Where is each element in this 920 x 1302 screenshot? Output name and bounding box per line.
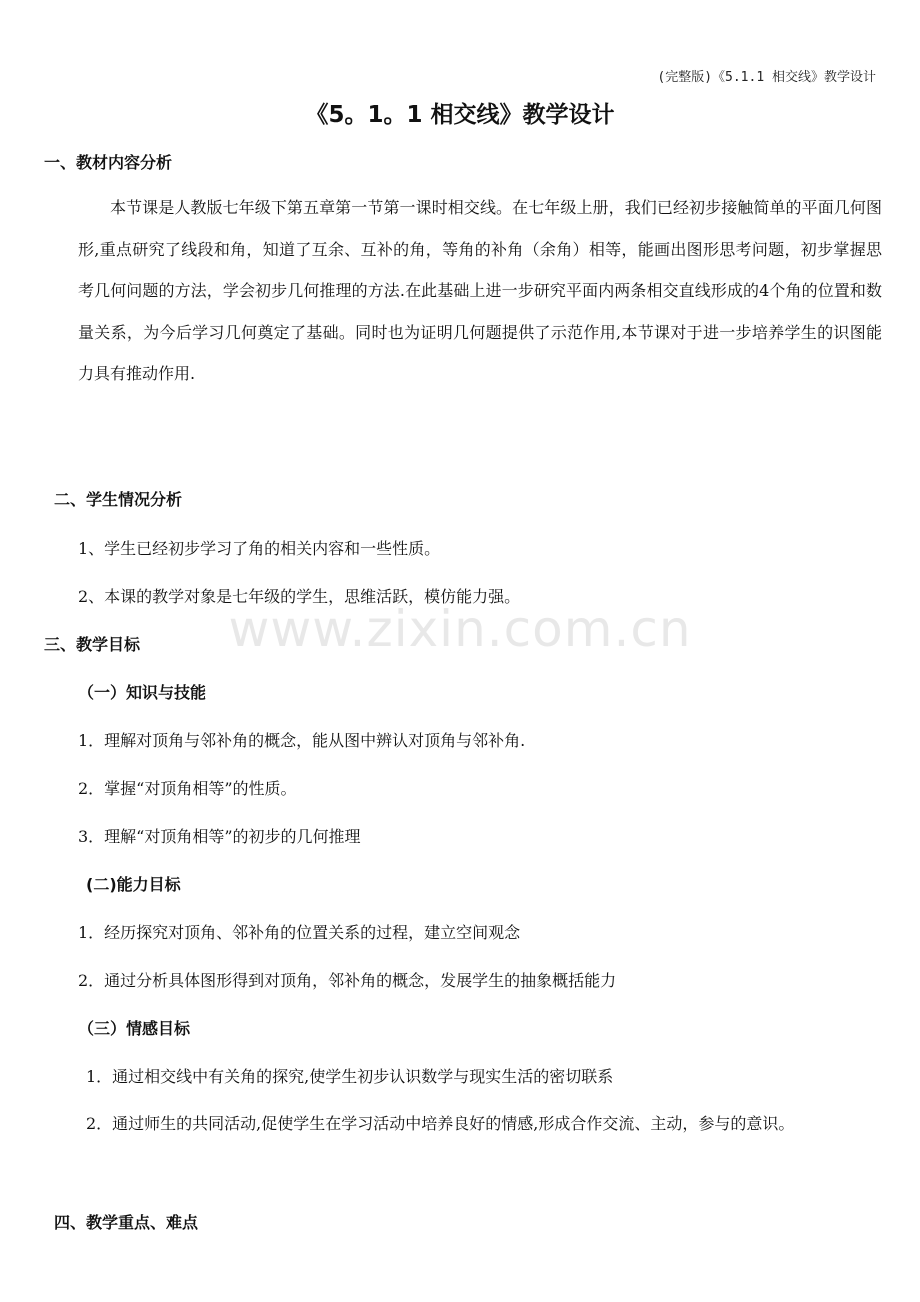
section-4-heading: 四、教学重点、难点 (54, 1213, 199, 1232)
knowledge-item-3: 3．理解“对顶角相等”的初步的几何推理 (78, 827, 361, 846)
document-title: 《5。1。1 相交线》教学设计 (305, 102, 615, 128)
section-2-item-1: 1、学生已经初步学习了角的相关内容和一些性质。 (78, 539, 441, 558)
knowledge-item-1: 1．理解对顶角与邻补角的概念，能从图中辨认对顶角与邻补角. (78, 731, 526, 750)
section-3-sub-1-heading: （一）知识与技能 (78, 683, 207, 702)
section-1-paragraph: 本节课是人教版七年级下第五章第一节第一课时相交线。在七年级上册，我们已经初步接触简单的平面几何图形,重点研究了线段和角，知道了互余、互补的角，等角的补角（余角）相等，能画出图形思考问题，初步掌握思考几何问题的方法，学会初步几何推理的方法.在此基础上进一步研究平面内两条相交直线形成的4个角的位置和数量关系，为今后学习几何奠定了基础。同时也为证明几何题提供了示范作用,本节课对于进一步培养学生的识图能力具有推动作用. (78, 198, 882, 384)
section-3-sub-3-heading: （三）情感目标 (78, 1019, 191, 1038)
section-1-heading: 一、教材内容分析 (44, 153, 173, 172)
watermark: www.zixin.com.cn (228, 600, 692, 658)
section-3-heading: 三、教学目标 (44, 635, 141, 654)
emotion-item-1: 1．通过相交线中有关角的探究,使学生初步认识数学与现实生活的密切联系 (86, 1067, 614, 1086)
section-2-heading: 二、学生情况分析 (54, 490, 183, 509)
ability-item-1: 1．经历探究对顶角、邻补角的位置关系的过程，建立空间观念 (78, 923, 521, 942)
section-3-sub-2-heading: (二)能力目标 (86, 875, 181, 894)
section-2-item-2: 2、本课的教学对象是七年级的学生，思维活跃，模仿能力强。 (78, 587, 521, 606)
knowledge-item-2: 2．掌握“对顶角相等”的性质。 (78, 779, 297, 798)
emotion-item-2: 2．通过师生的共同活动,促使学生在学习活动中培养良好的情感,形成合作交流、主动，参与的意识。 (86, 1114, 795, 1133)
running-header: (完整版)《5.1.1 相交线》教学设计 (657, 70, 876, 85)
ability-item-2: 2．通过分析具体图形得到对顶角，邻补角的概念，发展学生的抽象概括能力 (78, 971, 617, 990)
